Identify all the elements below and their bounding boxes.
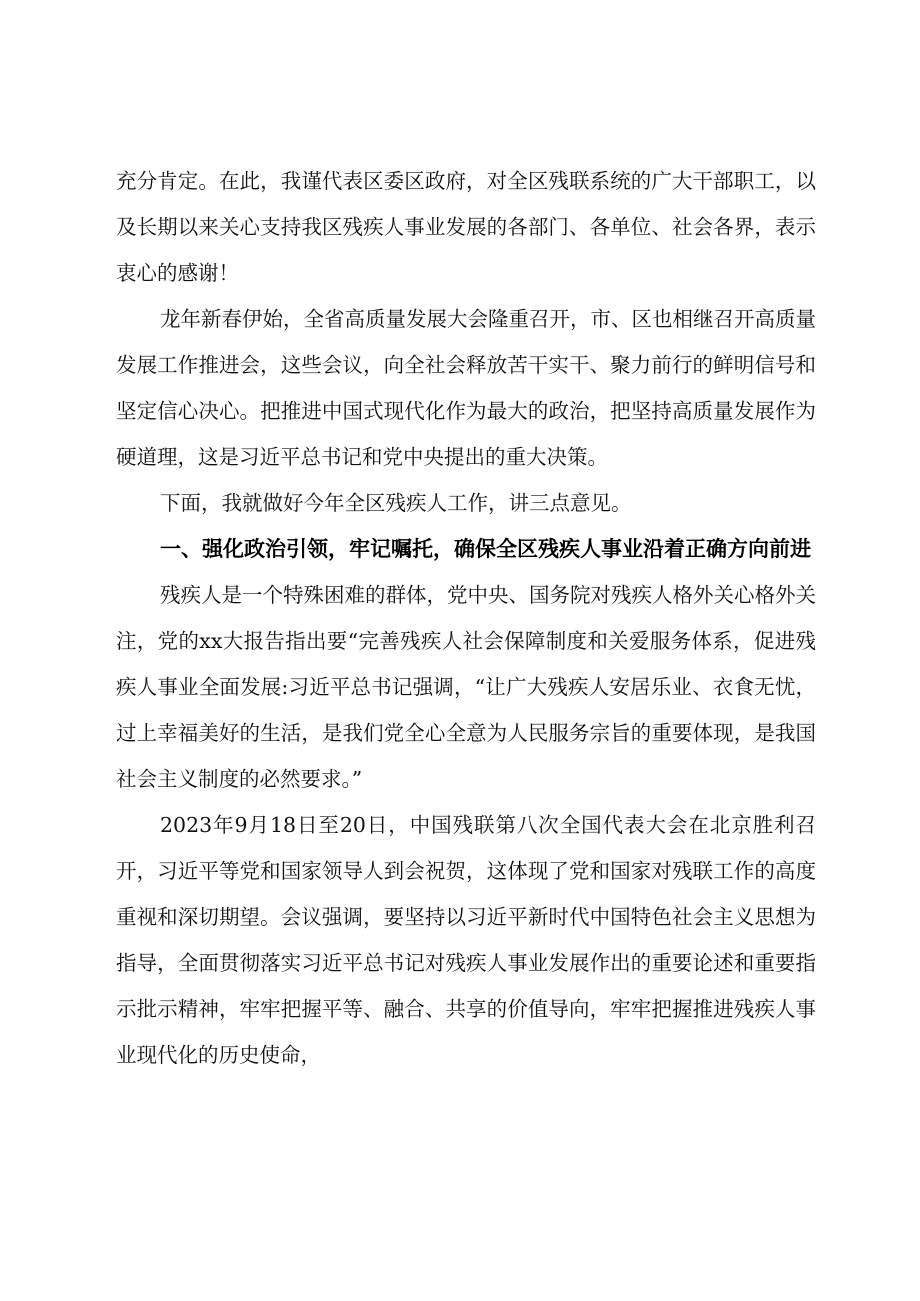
paragraph-continuation: 充分肯定。在此，我谨代表区委区政府，对全区残联系统的广大干部职工，以及长期以来关心支持我区残疾人事业发展的各部门、各单位、社会各界，表示衷心的感谢！ — [116, 169, 816, 285]
paragraph-disabled-group: 残疾人是一个特殊困难的群体，党中央、国务院对残疾人格外关心格外关注，党的xx大报告指出要“完善残疾人社会保障制度和关爱服务体系，促进残疾人事业全面发展:习近平总书记强调，“让广大残疾人安居乐业、衣食无忧，过上幸福美好的生活，是我们党全心全意为人民服务宗旨的重要体现，是我国社会主义制度的必然要求。” — [116, 583, 816, 791]
paragraph-congress-2023: 2023年9月18日至20日，中国残联第八次全国代表大会在北京胜利召开，习近平等党和国家领导人到会祝贺，这体现了党和国家对残联工作的高度重视和深切期望。会议强调，要坚持以习近平新时代中国特色社会主义思想为指导，全面贯彻落实习近平总书记对残疾人事业发展作出的重要论述和重要指示批示精神，牢牢把握平等、融合、共享的价值导向，牢牢把握推进残疾人事业现代化的历史使命， — [116, 813, 816, 1067]
paragraph-new-year: 龙年新春伊始，全省高质量发展大会隆重召开，市、区也相继召开高质量发展工作推进会，这些会议，向全社会释放苦干实干、聚力前行的鲜明信号和坚定信心决心。把推进中国式现代化作为最大的政治，把坚持高质量发展作为硬道理，这是习近平总书记和党中央提出的重大决策。 — [116, 307, 816, 469]
document-body — [116, 158, 816, 1078]
section-heading-one: 一、强化政治引领，牢记嘱托，确保全区残疾人事业沿着正确方向前进 — [160, 537, 811, 561]
paragraph-three-points: 下面，我就做好今年全区残疾人工作，讲三点意见。 — [160, 491, 632, 515]
